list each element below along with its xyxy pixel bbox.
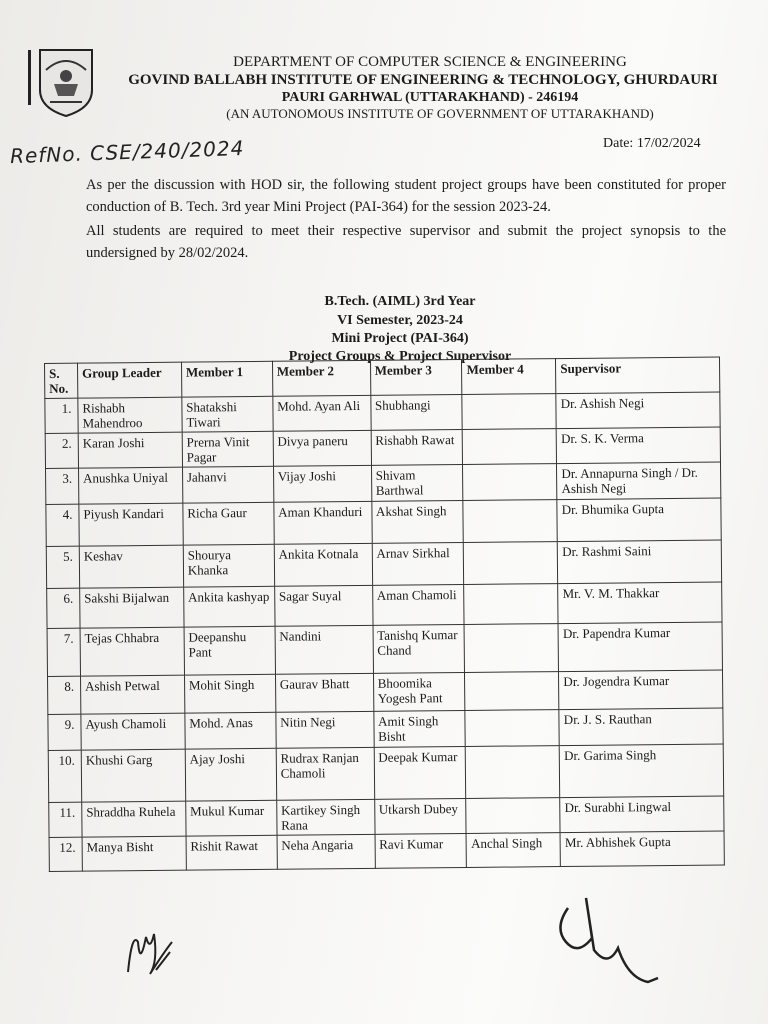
cell-member-2: Nandini <box>275 625 373 674</box>
cell-member-1: Ajay Joshi <box>185 748 276 801</box>
institute-name: GOVIND BALLABH INSTITUTE OF ENGINEERING & TECHNOLOGY, GHURDAURI <box>128 72 718 88</box>
cell-member-2: Kartikey Singh Rana <box>276 799 374 835</box>
cell-member-1: Jahanvi <box>182 466 273 503</box>
cell-member-4 <box>465 710 559 747</box>
cell-group-leader: Karan Joshi <box>78 432 182 468</box>
cell-group-leader: Manya Bisht <box>82 836 186 871</box>
cell-member-1: Shatakshi Tiwari <box>182 396 273 432</box>
cell-member-4 <box>463 429 557 465</box>
institute-location: PAURI GARHWAL (UTTARAKHAND) - 246194 <box>281 90 579 105</box>
cell-group-leader: Ayush Chamoli <box>81 713 185 750</box>
header-member-4: Member 4 <box>462 359 556 395</box>
cell-member-3: Aman Chamoli <box>372 584 464 625</box>
header-member-2: Member 2 <box>272 360 370 396</box>
cell-member-4 <box>463 464 557 501</box>
cell-group-leader: Sakshi Bijalwan <box>80 587 184 628</box>
cell-supervisor: Dr. Garima Singh <box>560 744 724 798</box>
header-member-1: Member 1 <box>181 361 272 397</box>
cell-member-3: Amit Singh Bisht <box>373 710 465 747</box>
cell-member-3: Rishabh Rawat <box>371 429 463 465</box>
cell-member-3: Shubhangi <box>370 394 462 430</box>
cell-supervisor: Mr. V. M. Thakkar <box>558 582 722 624</box>
cell-member-2: Aman Khanduri <box>274 501 372 544</box>
cell-sno: 3. <box>46 468 79 504</box>
cell-member-3: Deepak Kumar <box>374 746 466 799</box>
reference-number: RefNo. CSE/240/2024 <box>9 135 245 169</box>
cell-member-4 <box>464 584 558 625</box>
cell-member-3: Akshat Singh <box>371 500 463 543</box>
cell-member-4 <box>464 542 558 585</box>
table-row <box>48 744 723 802</box>
cell-member-1: Richa Gaur <box>183 502 274 545</box>
cell-group-leader: Piyush Kandari <box>79 503 183 546</box>
cell-sno: 2. <box>45 433 78 468</box>
logo-bar <box>28 50 31 105</box>
semester-title: VI Semester, 2023-24 <box>337 313 463 328</box>
cell-group-leader: Shraddha Ruhela <box>82 801 186 837</box>
cell-sno: 8. <box>48 676 81 714</box>
cell-group-leader: Ashish Petwal <box>80 675 184 714</box>
cell-sno: 11. <box>49 802 82 837</box>
cell-sno: 1. <box>45 398 78 433</box>
cell-member-2: Divya paneru <box>273 430 371 466</box>
cell-sno: 9. <box>48 714 81 750</box>
cell-member-1: Mohit Singh <box>184 674 275 713</box>
cell-supervisor: Dr. Bhumika Gupta <box>557 498 721 542</box>
cell-sno: 6. <box>47 588 80 628</box>
header-group-leader: Group Leader <box>77 362 181 398</box>
cell-member-2: Ankita Kotnala <box>274 543 372 586</box>
cell-sno: 7. <box>47 628 80 676</box>
cell-member-4 <box>466 798 560 834</box>
project-groups-table <box>44 357 725 872</box>
cell-member-1: Ankita kashyap <box>183 586 274 627</box>
table-row <box>47 582 722 628</box>
instruction-paragraph: All students are required to meet their respective supervisor and submit the project synopsis to the undersigned by 28/02/2024. <box>86 223 726 261</box>
cell-member-4: Anchal Singh <box>467 833 561 868</box>
cell-member-2: Gaurav Bhatt <box>275 673 373 712</box>
cell-supervisor: Dr. S. K. Verma <box>556 427 720 464</box>
cell-member-3: Tanishq Kumar Chand <box>373 624 465 673</box>
cell-member-2: Neha Angaria <box>277 834 375 869</box>
handwritten-signature-right <box>548 878 678 988</box>
table-caption: Project Groups & Project Supervisor <box>288 349 512 364</box>
cell-member-4 <box>463 500 557 543</box>
cell-member-3: Bhoomika Yogesh Pant <box>373 672 465 711</box>
cell-member-4 <box>462 394 556 430</box>
course-title: B.Tech. (AIML) 3rd Year <box>324 294 476 309</box>
cell-group-leader: Rishabh Mahendroo <box>78 397 182 433</box>
cell-member-4 <box>465 672 559 711</box>
cell-supervisor: Dr. Papendra Kumar <box>558 622 722 672</box>
cell-member-3: Arnav Sirkhal <box>372 542 464 585</box>
header-member-3: Member 3 <box>370 359 462 395</box>
institute-logo <box>34 46 98 118</box>
table-row <box>49 831 724 871</box>
handwritten-signature-left <box>120 912 180 987</box>
cell-member-1: Prerna Vinit Pagar <box>182 431 273 467</box>
cell-supervisor: Dr. Surabhi Lingwal <box>560 796 724 833</box>
header-supervisor: Supervisor <box>556 357 720 394</box>
cell-group-leader: Khushi Garg <box>81 749 185 802</box>
cell-group-leader: Keshav <box>79 545 183 588</box>
cell-sno: 5. <box>46 546 79 588</box>
cell-group-leader: Anushka Uniyal <box>78 467 182 504</box>
table-row <box>48 670 723 714</box>
cell-member-1: Rishit Rawat <box>186 835 277 870</box>
cell-member-2: Sagar Suyal <box>274 585 372 626</box>
cell-member-2: Rudrax Ranjan Chamoli <box>276 747 374 800</box>
cell-member-1: Mohd. Anas <box>185 712 276 749</box>
cell-supervisor: Dr. Jogendra Kumar <box>559 670 723 710</box>
cell-sno: 12. <box>49 837 82 871</box>
cell-member-4 <box>466 746 560 799</box>
cell-member-3: Shivam Barthwal <box>371 464 463 501</box>
cell-member-3: Ravi Kumar <box>375 833 467 868</box>
cell-supervisor: Dr. Rashmi Saini <box>558 540 722 584</box>
table-row <box>47 622 722 676</box>
cell-member-1: Deepanshu Pant <box>184 626 275 675</box>
cell-sno: 10. <box>48 750 81 802</box>
cell-member-1: Mukul Kumar <box>186 800 277 836</box>
cell-supervisor: Dr. Annapurna Singh / Dr. Ashish Negi <box>557 462 721 500</box>
cell-member-2: Nitin Negi <box>276 711 374 748</box>
project-title: Mini Project (PAI-364) <box>331 331 469 346</box>
cell-supervisor: Mr. Abhishek Gupta <box>560 831 724 867</box>
issue-date: Date: 17/02/2024 <box>603 136 701 151</box>
cell-member-4 <box>464 624 558 673</box>
cell-member-2: Mohd. Ayan Ali <box>273 395 371 431</box>
cell-group-leader: Tejas Chhabra <box>80 627 184 676</box>
cell-supervisor: Dr. J. S. Rauthan <box>559 708 723 746</box>
cell-supervisor: Dr. Ashish Negi <box>556 392 720 429</box>
header-sno: S. No. <box>45 363 78 398</box>
table-row <box>46 498 721 546</box>
intro-paragraph: As per the discussion with HOD sir, the following student project groups have been constituted for proper conduction of B. Tech. 3rd year Mini Project (PAI-364) for the session 2023-24. <box>86 177 726 215</box>
table-row <box>46 540 721 588</box>
department-name: DEPARTMENT OF COMPUTER SCIENCE & ENGINEERING <box>233 54 627 70</box>
institute-tagline: (AN AUTONOMOUS INSTITUTE OF GOVERNMENT OF UTTARAKHAND) <box>226 106 654 121</box>
cell-member-3: Utkarsh Dubey <box>374 798 466 834</box>
cell-member-2: Vijay Joshi <box>273 465 371 502</box>
cell-sno: 4. <box>46 504 79 546</box>
cell-member-1: Shourya Khanka <box>183 544 274 587</box>
